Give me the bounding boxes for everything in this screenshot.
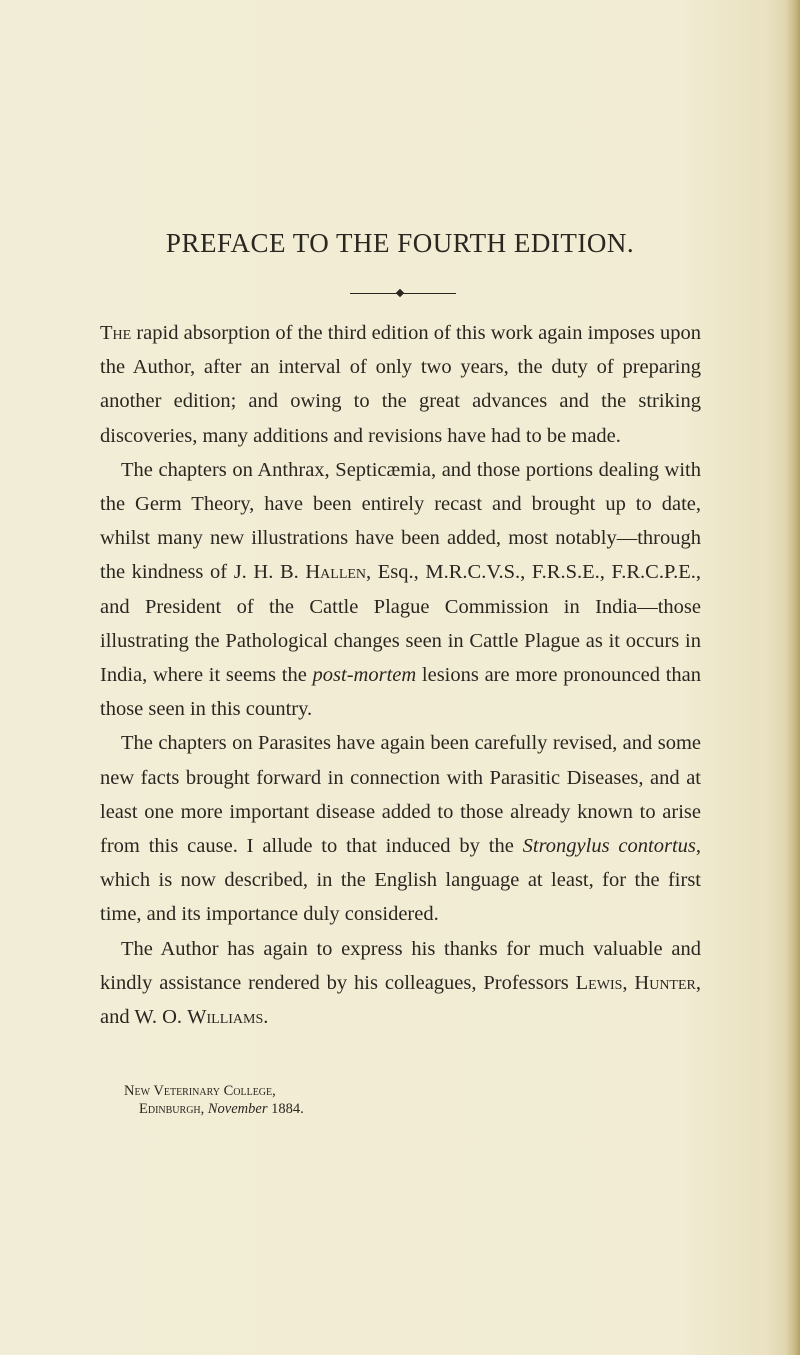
paragraph-3-text-b: , which is now described, in the English language at least, for the first time, and its importance duly considered. [100,835,701,926]
paragraph-4-sep-1: , [622,971,635,994]
preface-body [100,316,701,1034]
paragraph-2-text-c: lesions are more pronounced than those seen in this country. [100,664,701,721]
paragraph-2-text-a: The chapters on Anthrax, Septicæmia, and those portions dealing with the Germ Theory, have been entirely recast and brought up to date, whilst many new illustrations have been added, most notably—through the kindness of J. H. B. [100,458,701,584]
paragraph-2-text-b: , Esq., M.R.C.V.S., F.R.S.E., F.R.C.P.E., and President of the Cattle Plague Commission in India—those illustrating the Pathological changes seen in Cattle Plague as it occurs in India, where it seems the [100,561,701,687]
paragraph-4 [100,932,701,1035]
signature-city: Edinburgh, [139,1101,205,1117]
signature-place-date [124,1100,304,1118]
paragraph-2-italic: post-mortem [312,664,417,687]
title-divider [350,293,456,294]
page-edge-shadow [786,0,800,1355]
paragraph-4-end: . [263,1006,269,1029]
paragraph-4-text-a: The Author has again to express his thanks for much valuable and kindly assistance rendered by his colleagues, Professors [100,937,701,994]
paragraph-1-lead: The [100,322,132,344]
paragraph-4-sep-2: , and W. O. [100,971,701,1029]
signature-year: 1884. [271,1101,304,1117]
signature-month: November [207,1101,268,1117]
paragraph-4-name-3: Williams [187,1006,264,1029]
paragraph-2 [100,453,701,727]
paragraph-4-name-1: Lewis [575,971,623,994]
paragraph-3 [100,726,701,931]
paragraph-2-name: Hallen [305,561,367,584]
signature-block [124,1082,304,1118]
paragraph-1 [100,316,701,453]
page-title: PREFACE TO THE FOURTH EDITION. [165,228,635,258]
signature-institution: New Veterinary College, [124,1083,276,1099]
paragraph-1-text: rapid absorption of the third edition of this work again imposes upon the Author, after an interval of only two years, the duty of preparing another edition; and owing to the great advances and the striking discoveries, many additions and revisions have had to be made. [100,322,701,447]
paragraph-3-text-a: The chapters on Parasites have again been carefully revised, and some new facts brought forward in connection with Parasitic Diseases, and at least one more important disease added to those already known to arise from this cause. I allude to that induced by the [100,732,701,858]
paragraph-4-name-2: Hunter [634,971,696,994]
paragraph-3-italic: Strongylus contortus [522,835,696,858]
